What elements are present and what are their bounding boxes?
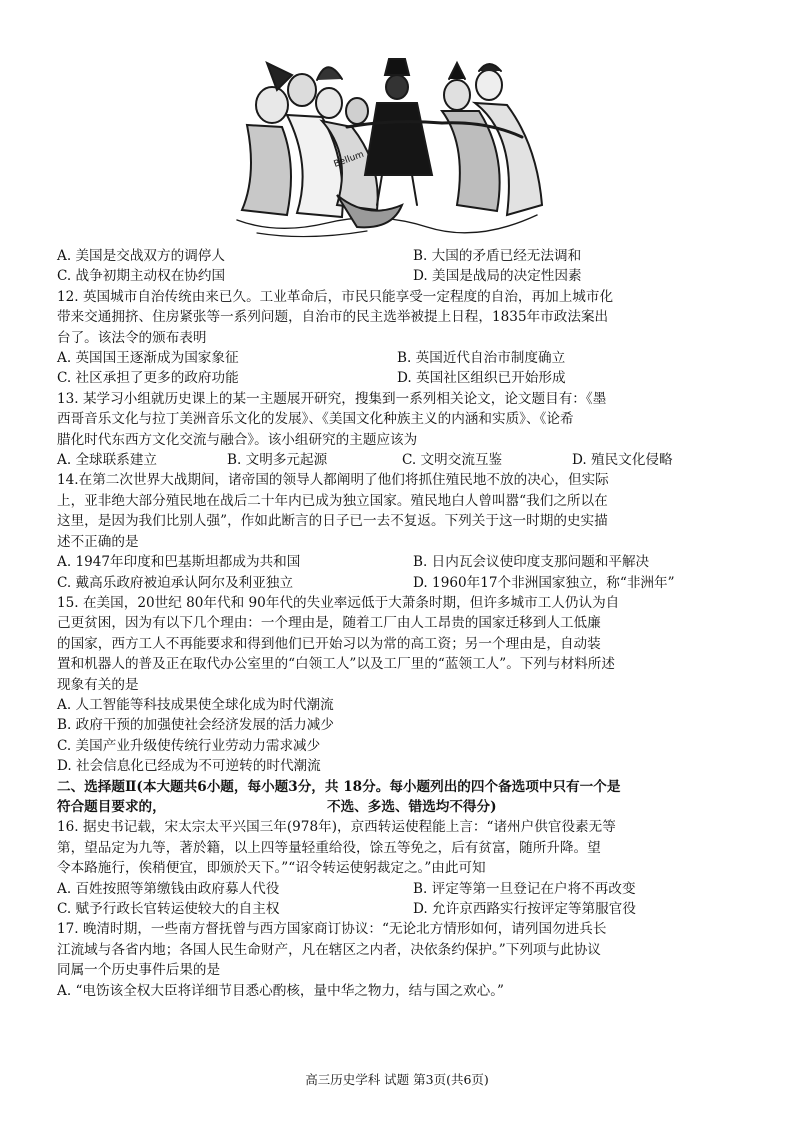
q16-option-a: A. 百姓按照等第缴钱由政府募人代役 [57,880,280,897]
tug-of-war-cartoon [217,45,552,243]
q17-option-a: A. “电饬该全权大臣将详细节目悉心酌核，量中华之物力，结与国之欢心。” [57,982,504,999]
q11-option-d: D. 美国是战局的决定性因素 [413,268,582,285]
q17-stem-line-1: 17. 晚清时期，一些南方督抚曾与西方国家商订协议：“无论北方情形如何，请列国勿进兵长 [57,921,607,938]
q11-options-row-1 [57,246,747,266]
q17-stem-line-3: 同属一个历史事件后果的是 [57,962,221,979]
q15-stem-line-4: 置和机器人的普及正在取代办公室里的“白领工人”以及工厂里的“蓝领工人”。下列与材料所述 [57,656,615,673]
q15-stem-line-5: 现象有关的是 [57,676,139,693]
section2-requirement: 符合题目要求的， [57,798,166,815]
q12-stem-line-3: 台了。该法令的颁布表明 [57,329,207,346]
q16-options-row-1 [57,879,747,899]
q11-option-a: A. 美国是交战双方的调停人 [57,248,225,264]
q12-option-d: D. 英国社区组织已开始形成 [397,370,566,387]
q13-option-a: A. 全球联系建立 [57,452,158,469]
q16-options-row-2 [57,899,747,919]
q13-option-c: C. 文明交流互鉴 [402,452,503,469]
q12-option-a: A. 英国国王逐渐成为国家象征 [57,350,239,367]
cartoon-caption: Bellum [332,149,366,170]
q13-options-row [57,450,747,470]
q13-stem-line-1: 13. 某学习小组就历史课上的某一主题展开研究，搜集到一系列相关论文，论文题目有：《墨 [57,390,607,407]
q14-option-c: C. 戴高乐政府被迫承认阿尔及利亚独立 [57,574,294,591]
q14-stem-line-2: 上，亚非绝大部分殖民地在战后二十年内已成为独立国家。殖民地白人曾叫嚣“我们之所以在 [57,492,608,509]
q15-stem-line-3: 的国家，西方工人不再能要求和得到他们已开始习以为常的高工资；另一个理由是，自动装 [57,635,601,652]
q17-stem-line-2: 江流域与各省内地；各国人民生命财产，凡在辖区之内者，决依条约保护。”下列项与此协议 [57,941,601,958]
q16-stem-line-1: 16. 据史书记载，宋太宗太平兴国三年(978年)，京西转运使程能上言：“诸州户供官役素无等 [57,819,616,836]
section2-heading-line-2 [57,797,747,817]
q14-options-row-2 [57,573,747,593]
q16-stem-line-3: 令本路施行，俟稍便宜，即颁於天下。”“诏令转运使躬裁定之。”由此可知 [57,860,486,877]
page-footer: 高三历史学科 试题 第3页(共6页) [305,1072,489,1087]
q13-stem-line-2: 西哥音乐文化与拉丁美洲音乐文化的发展》、《美国文化种族主义的内涵和实质》、《论希 [57,411,574,428]
q15-option-d: D. 社会信息化已经成为不可逆转的时代潮流 [57,758,321,775]
q16-option-d: D. 允许京西路实行按评定等第服官役 [413,901,636,917]
q11-option-c: C. 战争初期主动权在协约国 [57,268,226,285]
q12-stem-line-2: 带来交通拥挤、住房紧张等一系列问题，自治市的民主选举被提上日程，1835年市政法案出 [57,309,609,326]
q15-option-c: C. 美国产业升级使传统行业劳动力需求减少 [57,737,321,754]
q16-option-b: B. 评定等第一旦登记在户将不再改变 [413,880,636,897]
q14-stem-line-4: 述不正确的是 [57,533,139,550]
section2-heading-line-1: 二、选择题Ⅱ(本大题共6小题，每小题3分，共 18分。每小题列出的四个备选项中只有一个是 [57,778,621,795]
q11-option-b: B. 大国的矛盾已经无法调和 [413,248,582,264]
q14-stem-line-3: 这里，是因为我们比别人强”，作如此断言的日子已一去不复返。下列关于这一时期的史实描 [57,513,608,530]
q13-option-b: B. 文明多元起源 [227,452,328,469]
q13-option-d: D. 殖民文化侵略 [572,452,673,469]
q15-option-a: A. 人工智能等科技成果使全球化成为时代潮流 [57,696,334,713]
q12-options-row-1 [57,348,747,368]
q12-stem-line-1: 12. 英国城市自治传统由来已久。工业革命后，市民只能享受一定程度的自治，再加上城市化 [57,288,614,305]
q16-stem-line-2: 第，望品定为九等，著於籍，以上四等量轻重给役，馀五等免之，后有贫富，随所升降。望 [57,839,601,856]
q14-option-b: B. 日内瓦会议使印度支那问题和平解决 [413,554,650,571]
q14-option-a: A. 1947年印度和巴基斯坦都成为共和国 [57,554,301,571]
q14-stem-line-1: 14.在第二次世界大战期间，诸帝国的领导人都阐明了他们将抓住殖民地不放的决心，但实际 [57,472,609,489]
q15-stem-line-2: 己更贫困，因为有以下几个理由：一个理由是，随着工厂由人工昂贵的国家迁移到人工低廉 [57,615,601,632]
q15-option-b: B. 政府干预的加强使社会经济发展的活力减少 [57,717,334,734]
q14-option-d: D. 1960年17个非洲国家独立，称“非洲年” [413,574,675,591]
q15-stem-line-1: 15. 在美国，20世纪 80年代和 90年代的失业率远低于大萧条时期，但许多城市工人仍认为自 [57,594,620,611]
q12-options-row-2 [57,368,747,388]
q13-stem-line-3: 腊化时代东西方文化交流与融合》。该小组研究的主题应该为 [57,431,418,448]
q12-option-b: B. 英国近代自治市制度确立 [397,350,566,367]
q12-option-c: C. 社区承担了更多的政府功能 [57,370,239,387]
q14-options-row-1 [57,552,747,572]
q16-option-c: C. 赋予行政长官转运使较大的自主权 [57,901,280,917]
q11-options-row-2 [57,266,747,286]
exam-content [57,246,747,1001]
section2-scoring-note: 不选、多选、错选均不得分) [327,798,497,815]
